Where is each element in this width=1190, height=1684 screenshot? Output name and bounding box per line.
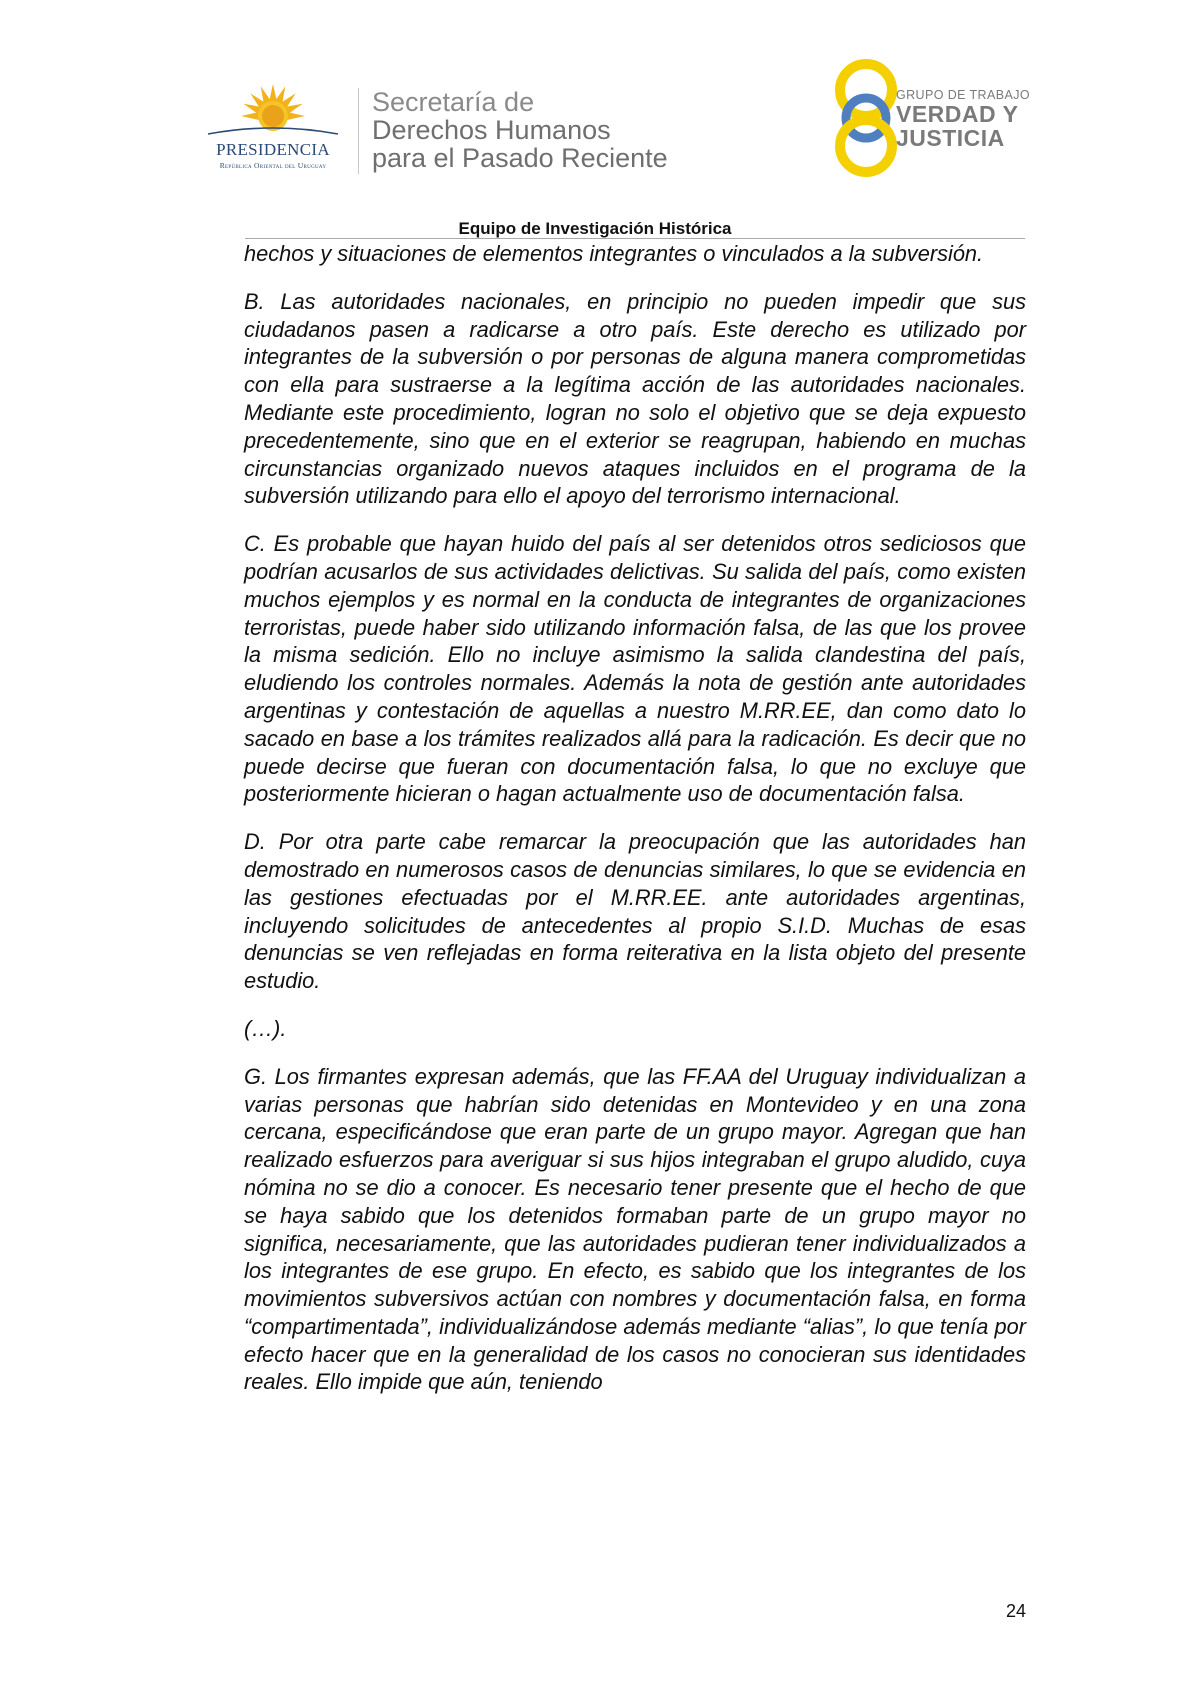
secretaria-line-2: Derechos Humanos: [372, 115, 611, 145]
paragraph-g: G. Los firmantes expresan además, que las FF.AA del Uruguay individualizan a varias personas que habrían sido detenidas en Montevideo y en una zona cercana, especificándose que eran parte de un grupo mayor. Agregan que han realizado esfuerzos para averiguar si sus hijos integraban el grupo aludido, cuya nómina no se dio a conocer. Es necesario tener presente que el hecho de que se haya sabido que los detenidos formaban parte de un grupo mayor no significa, necesariamente, que las autoridades pudieran tener individualizados a los integrantes de ese grupo. En efecto, es sabido que los integrantes de los movimientos subversivos actúan con nombres y documentación falsa, en forma “compartimentada”, individualizándose además mediante “alias”, lo que tenía por efecto hacer que en la generalidad de los casos no conocieran sus identidades reales. Ello impide que aún, teniendo: [244, 1063, 1026, 1395]
secretaria-logo-text: [372, 88, 668, 172]
paragraph-continuation: hechos y situaciones de elementos integrantes o vinculados a la subversión.: [244, 241, 984, 266]
secretaria-line-3: para el Pasado Reciente: [372, 143, 668, 173]
gtvj-line-2: VERDAD Y: [896, 101, 1019, 127]
logo-divider: [358, 88, 359, 174]
presidencia-logo: [196, 82, 350, 174]
gtvj-logo-text: [896, 88, 1030, 150]
presidencia-subtitle: República Oriental del Uruguay: [219, 161, 327, 170]
paragraph-b: B. Las autoridades nacionales, en principio no pueden impedir que sus ciudadanos pasen a radicarse a otro país. Este derecho es utilizado por integrantes de la subversión o por personas de alguna manera comprometidas con ella para sustraerse a la legítima acción de las autoridades nacionales. Mediante este procedimiento, logran no solo el objetivo que se deja expuesto precedentemente, sino que en el exterior se reagrupan, habiendo en muchas circunstancias organizado nuevos ataques incluidos en el programa de la subversión utilizando para ello el apoyo del terrorismo internacional.: [244, 288, 1026, 509]
gtvj-line-1: GRUPO DE TRABAJO: [896, 88, 1030, 102]
secretaria-line-1: Secretaría de: [372, 87, 535, 117]
document-body: [244, 240, 1026, 1416]
gtvj-line-3: JUSTICIA: [896, 125, 1005, 151]
paragraph-ellipsis: (…).: [244, 1015, 287, 1041]
paragraph-d: D. Por otra parte cabe remarcar la preocupación que las autoridades han demostrado en numerosos casos de denuncias similares, lo que se evidencia en las gestiones efectuadas por el M.RR.EE. ante autoridades argentinas, incluyendo solicitudes de antecedentes al propio S.I.D. Muchas de esas denuncias se ven reflejadas en forma reiterativa en la lista objeto del presente estudio.: [244, 829, 1026, 994]
header-rule: [245, 238, 1025, 239]
team-title: Equipo de Investigación Histórica: [458, 219, 732, 238]
sun-of-may-icon: [196, 82, 350, 142]
presidencia-name: PRESIDENCIA: [216, 140, 330, 159]
paragraph-c: C. Es probable que hayan huido del país al ser detenidos otros sediciosos que podrían acusarlos de sus actividades delictivas. Su salida del país, como existen muchos ejemplos y es normal en la conducta de integrantes de organizaciones terroristas, puede haber sido utilizando información falsa, de las que los provee la misma sedición. Ello no incluye asimismo la salida clandestina del país, eludiendo los controles normales. Además la nota de gestión ante autoridades argentinas y contestación de aquellas a nuestro M.RR.EE, dan como dato lo sacado en base a los trámites realizados allá para la radicación. Es decir que no puede decirse que fueran con documentación falsa, lo que no excluye que posteriormente hicieran o hagan actualmente uso de documentación falsa.: [244, 531, 1026, 807]
page-number: 24: [1005, 1601, 1026, 1621]
